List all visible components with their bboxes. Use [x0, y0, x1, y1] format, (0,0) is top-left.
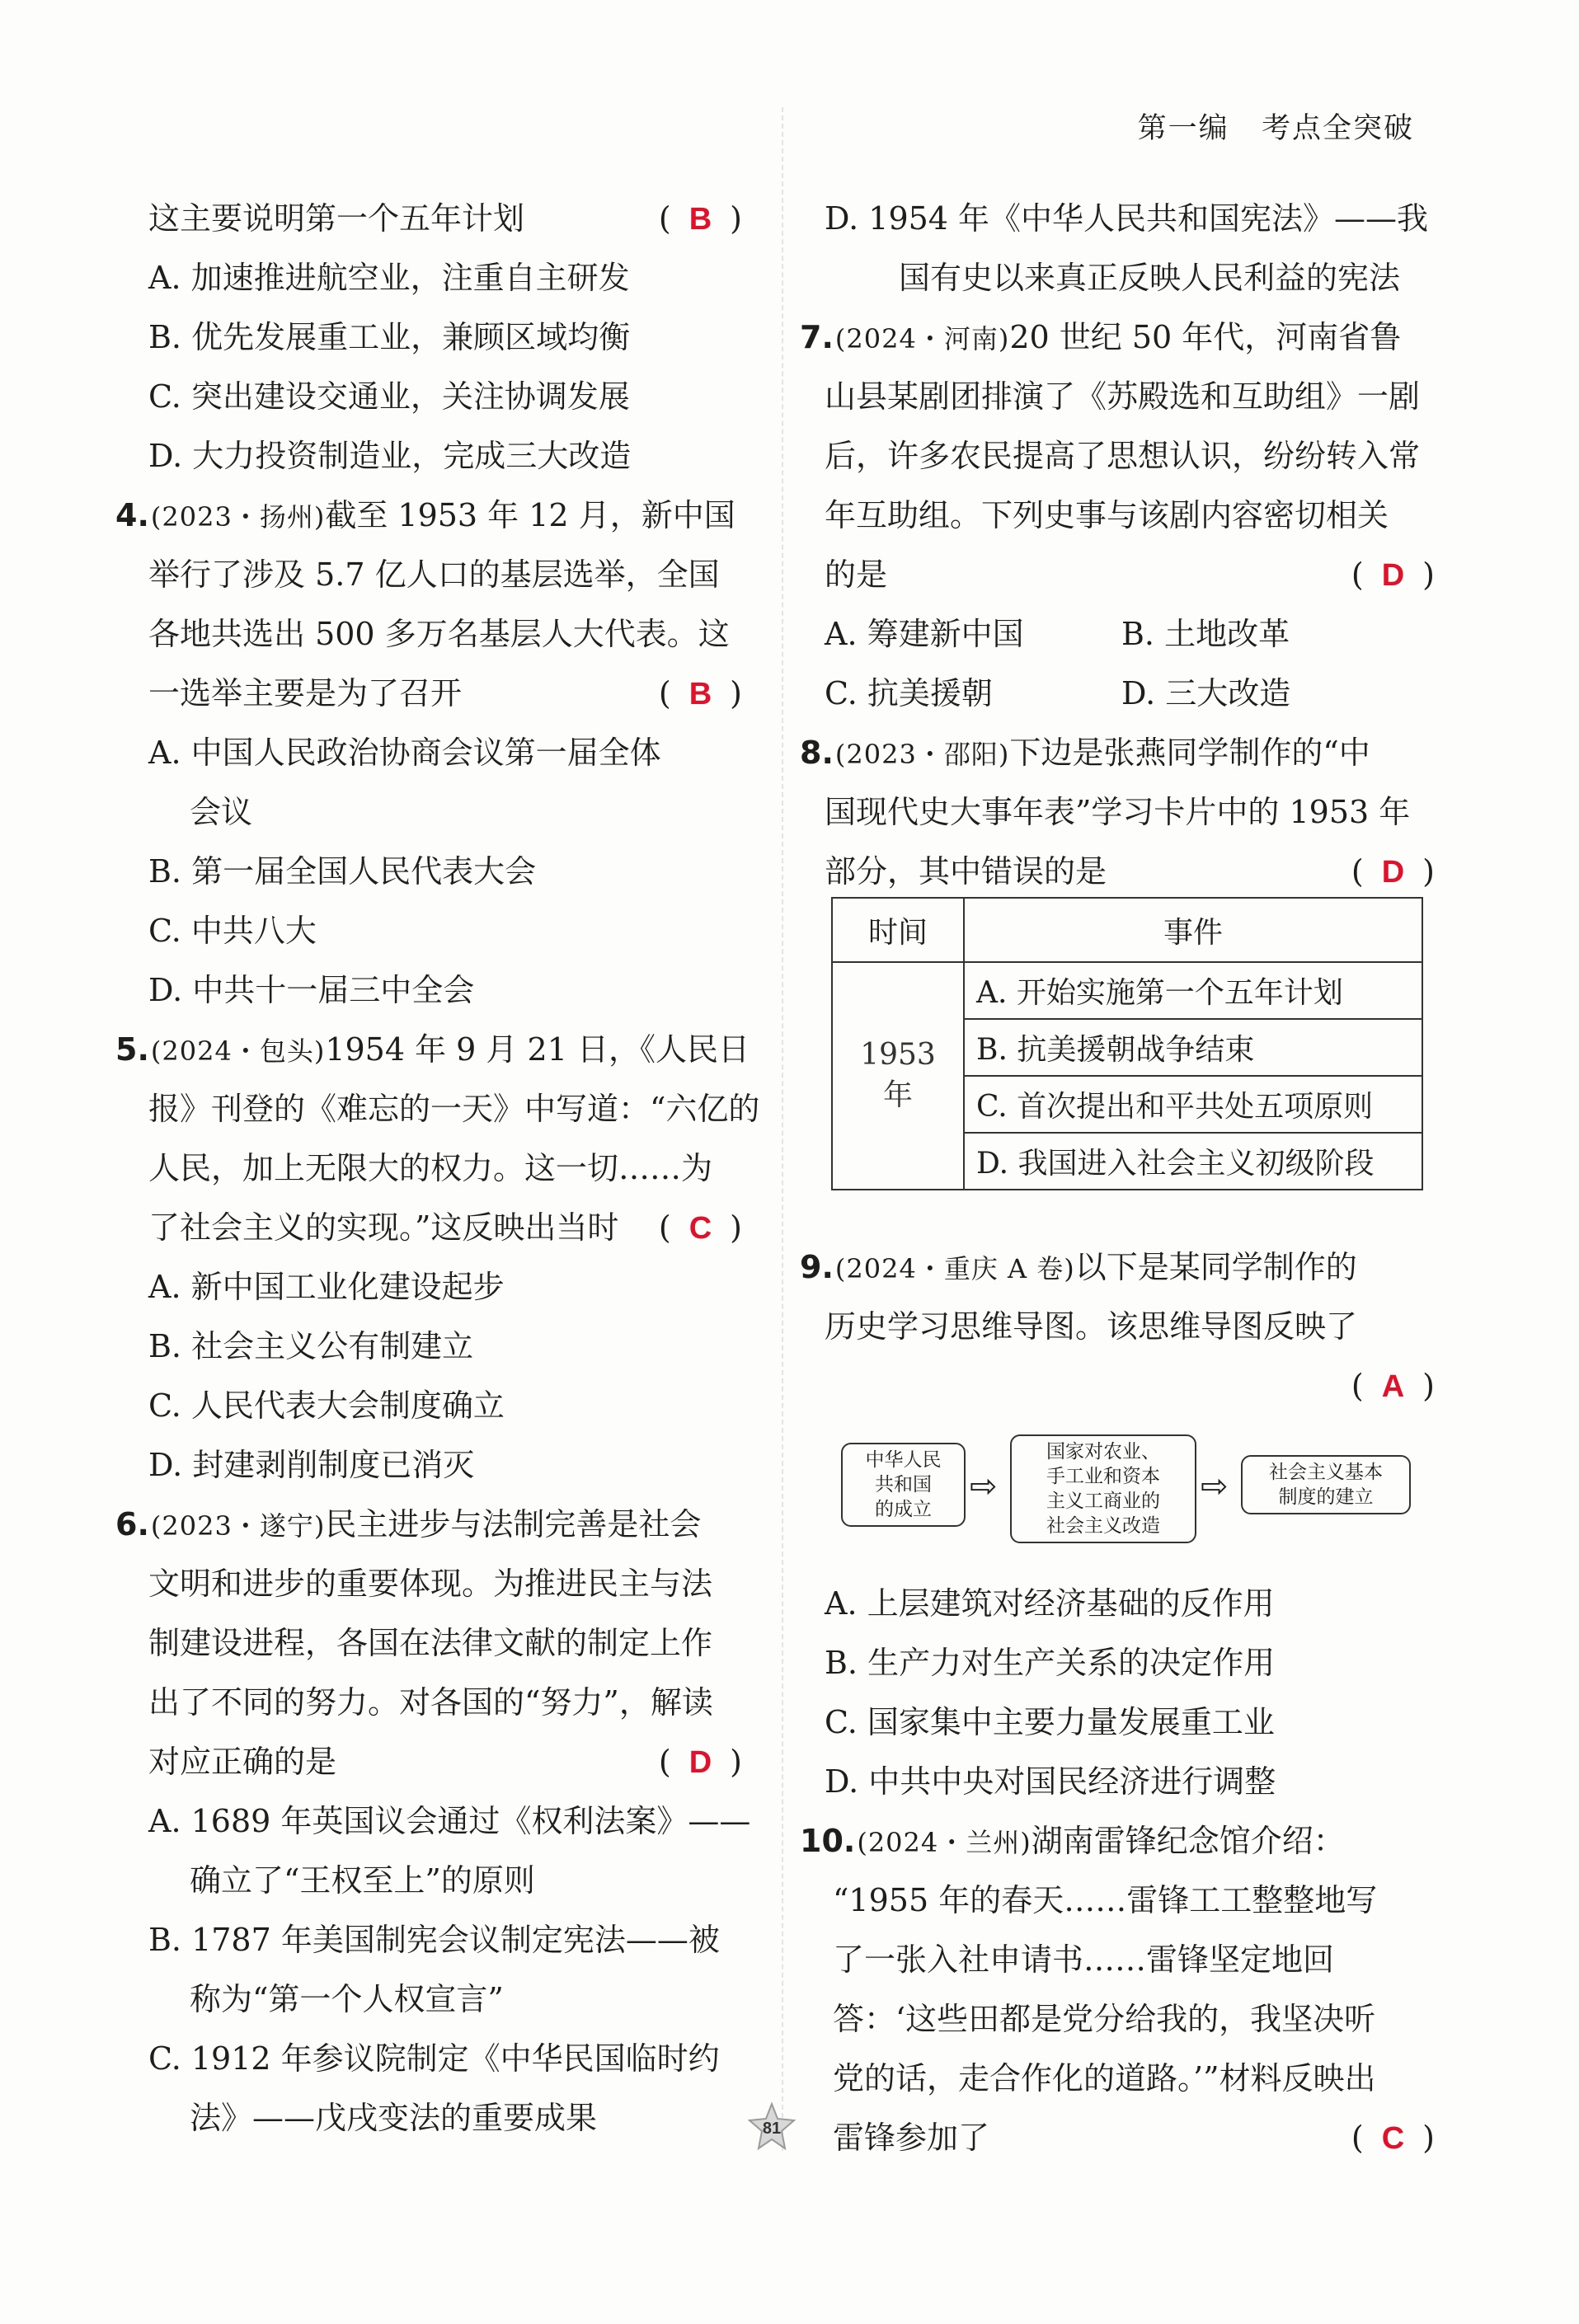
q10-line4: 答：‘这些田都是党分给我的，我坚决听: [833, 2001, 1376, 2037]
q7-option-b: B. 土地改革: [1121, 616, 1290, 652]
q7-option-d: D. 三大改造: [1121, 675, 1291, 711]
header-section: 第一编: [1137, 112, 1229, 145]
q7-options-row2: [825, 673, 1418, 714]
q6-option-c: C. 1912 年参议院制定《中华民国临时约: [148, 2040, 720, 2077]
q10-source: (2024・兰州): [857, 1827, 1032, 1858]
table-event-d: D. 我国进入社会主义初级阶段: [964, 1133, 1422, 1190]
q6-line2: 文明和进步的重要体现。为推进民主与法: [148, 1566, 713, 1602]
q5-option-c: C. 人民代表大会制度确立: [148, 1387, 505, 1424]
mind-map-box-3: 社会主义基本 制度的建立: [1241, 1455, 1411, 1514]
q7-line2: 山县某剧团排演了《苏殿选和互助组》一剧: [825, 378, 1421, 415]
q5-answer-bracket: ( C ): [658, 1209, 742, 1246]
q5-option-d: D. 封建剥削制度已消灭: [148, 1447, 475, 1483]
q5-line4: 了社会主义的实现。”这反映出当时: [148, 1209, 619, 1246]
q6-number: 6.: [115, 1506, 149, 1542]
page-number: [747, 2102, 797, 2152]
q5-line2: 报》刊登的《难忘的一天》中写道：“六亿的: [148, 1091, 760, 1127]
q9-number: 9.: [800, 1249, 834, 1285]
q4-option-b: B. 第一届全国人民代表大会: [148, 853, 537, 890]
q8-answer-bracket: ( D ): [1351, 853, 1435, 890]
q4-line4: 一选举主要是为了召开: [148, 675, 463, 711]
table-header-row: [832, 898, 1422, 962]
q3-option-c: C. 突出建设交通业，关注协调发展: [148, 378, 630, 415]
table-row: [832, 962, 1422, 1019]
table-event-a: A. 开始实施第一个五年计划: [964, 962, 1422, 1019]
q9-line1: 9.(2024・重庆 A 卷)以下是某同学制作的: [800, 1249, 1357, 1285]
q5-option-b: B. 社会主义公有制建立: [148, 1328, 474, 1364]
q7-option-c: C. 抗美援朝: [825, 675, 993, 711]
q6-option-d: D. 1954 年《中华人民共和国宪法》——我: [825, 200, 1429, 237]
q10-answer-bracket: ( C ): [1351, 2120, 1435, 2156]
q9-line2: 历史学习思维导图。该思维导图反映了: [825, 1308, 1358, 1345]
q6-option-d-cont: 国有史以来真正反映人民利益的宪法: [899, 260, 1401, 296]
q7-answer-bracket: ( D ): [1351, 556, 1435, 593]
q5-line3: 人民，加上无限大的权力。这一切……为: [148, 1150, 713, 1186]
q6-line5: 对应正确的是: [148, 1744, 337, 1780]
q6-option-c-cont: 法》——戊戌变法的重要成果: [190, 2100, 598, 2136]
q4-line2: 举行了涉及 5.7 亿人口的基层选举，全国: [148, 556, 720, 593]
q4-line3: 各地共选出 500 多万名基层人大代表。这: [148, 616, 730, 652]
q3-answer: B: [688, 202, 712, 237]
arrow-right-icon: ⇨: [1201, 1467, 1229, 1505]
q5-number: 5.: [115, 1031, 149, 1068]
table-header-event: 事件: [964, 898, 1422, 962]
q7-number: 7.: [800, 319, 834, 355]
q4-option-d: D. 中共十一届三中全会: [148, 972, 475, 1008]
q6-answer: D: [688, 1745, 712, 1780]
q6-option-b-cont: 称为“第一个人权宣言”: [190, 1981, 504, 2017]
table-event-c: C. 首次提出和平共处五项原则: [964, 1076, 1422, 1133]
q6-line4: 出了不同的努力。对各国的“努力”，解读: [148, 1684, 713, 1721]
q5-option-a: A. 新中国工业化建设起步: [148, 1269, 505, 1305]
q8-source: (2023・邵阳): [834, 739, 1010, 770]
q3-option-a: A. 加速推进航空业，注重自主研发: [148, 260, 630, 296]
page-header: [1138, 106, 1414, 147]
q6-answer-bracket: ( D ): [658, 1744, 742, 1780]
q8-answer: D: [1381, 855, 1405, 890]
q8-line2: 国现代史大事年表”学习卡片中的 1953 年: [825, 794, 1411, 830]
q9-option-c: C. 国家集中主要力量发展重工业: [825, 1704, 1275, 1740]
q4-line1: 4.(2023・扬州)截至 1953 年 12 月，新中国: [115, 497, 735, 533]
q4-source: (2023・扬州): [150, 501, 326, 533]
page-number-text: 81: [762, 2120, 782, 2138]
q5-source: (2024・包头): [150, 1035, 326, 1067]
q10-line5: 党的话，走合作化的道路。’”材料反映出: [833, 2060, 1376, 2096]
q7-line5: 的是: [825, 556, 888, 593]
q3-stem: 这主要说明第一个五年计划: [148, 200, 525, 237]
q7-line1: 7.(2024・河南)20 世纪 50 年代，河南省鲁: [800, 319, 1402, 355]
q10-line2: “1955 年的春天……雷锋工工整整地写: [833, 1882, 1378, 1918]
q6-source: (2023・遂宁): [150, 1510, 326, 1542]
header-title: 考点全突破: [1261, 112, 1414, 145]
q4-number: 4.: [115, 497, 149, 533]
q7-option-a: A. 筹建新中国: [825, 616, 1024, 652]
q4-answer-bracket: ( B ): [658, 675, 742, 711]
mind-map-box-1: 中华人民 共和国 的成立: [841, 1443, 966, 1527]
q4-option-a-cont: 会议: [190, 794, 253, 830]
q10-number: 10.: [800, 1823, 856, 1859]
q4-option-c: C. 中共八大: [148, 913, 317, 949]
q8-line3: 部分，其中错误的是: [825, 853, 1107, 890]
arrow-right-icon: ⇨: [970, 1467, 998, 1505]
table-event-b: B. 抗美援朝战争结束: [964, 1019, 1422, 1076]
q4-answer: B: [688, 677, 712, 711]
q3-option-d: D. 大力投资制造业，完成三大改造: [148, 438, 632, 474]
q5-line1: 5.(2024・包头)1954 年 9 月 21 日，《人民日: [115, 1031, 750, 1068]
q6-option-a: A. 1689 年英国议会通过《权利法案》——: [148, 1803, 751, 1839]
q9-option-d: D. 中共中央对国民经济进行调整: [825, 1763, 1276, 1800]
q9-answer: A: [1381, 1369, 1405, 1404]
q4-option-a: A. 中国人民政治协商会议第一届全体: [148, 735, 661, 771]
q6-option-b: B. 1787 年美国制宪会议制定宪法——被: [148, 1922, 720, 1958]
table-header-time: 时间: [832, 898, 964, 962]
q3-option-b: B. 优先发展重工业，兼顾区域均衡: [148, 319, 631, 355]
q9-option-a: A. 上层建筑对经济基础的反作用: [825, 1585, 1275, 1622]
q9-source: (2024・重庆 A 卷): [834, 1253, 1075, 1284]
mind-map-box-2: 国家对农业、 手工业和资本 主义工商业的 社会主义改造: [1010, 1434, 1196, 1543]
column-divider: [782, 107, 783, 2151]
q10-line1: 10.(2024・兰州)湖南雷锋纪念馆介绍：: [800, 1823, 1345, 1859]
q9-option-b: B. 生产力对生产关系的决定作用: [825, 1645, 1276, 1681]
q8-line1: 8.(2023・邵阳)下边是张燕同学制作的“中: [800, 735, 1370, 771]
q5-answer: C: [688, 1211, 712, 1246]
q7-answer: D: [1381, 558, 1405, 593]
q6-line1: 6.(2023・遂宁)民主进步与法制完善是社会: [115, 1506, 702, 1542]
q9-answer-bracket: ( A ): [1351, 1368, 1435, 1404]
star-icon: [747, 2102, 797, 2152]
q10-answer: C: [1381, 2121, 1405, 2156]
q8-events-table: [831, 897, 1423, 1190]
q10-line6: 雷锋参加了: [833, 2120, 990, 2156]
q7-line3: 后，许多农民提高了思想认识，纷纷转入常: [825, 438, 1421, 474]
table-year-cell: 1953 年: [832, 962, 964, 1190]
q7-source: (2024・河南): [834, 323, 1010, 354]
q7-options-row1: [825, 613, 1418, 655]
q3-answer-bracket: ( B ): [658, 200, 742, 237]
q10-line3: 了一张入社申请书……雷锋坚定地回: [833, 1941, 1335, 1978]
q6-line3: 制建设进程，各国在法律文献的制定上作: [148, 1625, 713, 1661]
q6-option-a-cont: 确立了“王权至上”的原则: [190, 1862, 535, 1899]
q7-line4: 年互助组。下列史事与该剧内容密切相关: [825, 497, 1389, 533]
q8-number: 8.: [800, 735, 834, 771]
q9-mind-map: [841, 1434, 1418, 1550]
